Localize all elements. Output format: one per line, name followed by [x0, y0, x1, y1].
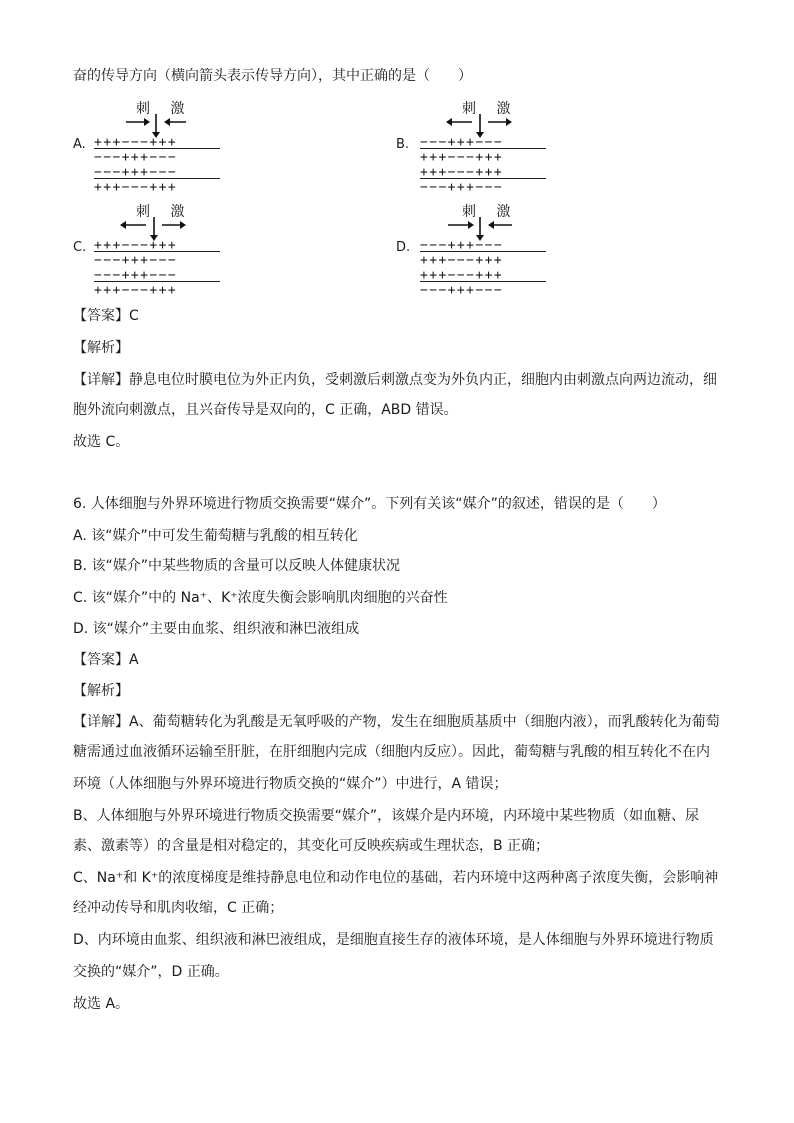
- q6-detail-line: 糖需通过血液循环运输至肝脏，在肝细胞内完成（细胞内反应）。因此，葡萄糖与乳酸的相互转化不在内: [73, 744, 710, 760]
- q6-answer: [73, 650, 139, 670]
- q5-option-b-label: B.: [396, 137, 410, 152]
- q6-option-a: A. 该“媒介”中可发生葡萄糖与乳酸的相互转化: [73, 528, 358, 544]
- membrane-outer-charge-row: −−−+++−−−: [420, 135, 504, 150]
- membrane-inner-charge-row: −−−+++−−−: [94, 268, 178, 283]
- membrane-outer-charge-row: +++−−−+++: [94, 180, 178, 195]
- membrane-inner-charge-row: +++−−−+++: [420, 253, 504, 268]
- membrane-line: [420, 281, 546, 282]
- q5-option-b-diagram: [420, 98, 570, 198]
- q6-detail-line: 【详解】A、葡萄糖转化为乳酸是无氧呼吸的产物，发生在细胞质基质中（细胞内液），而乳酸转化为葡萄: [73, 714, 720, 730]
- q6-analysis-tag: 【解析】: [73, 683, 129, 699]
- q6-detail-line: C、Na⁺和 K⁺的浓度梯度是维持静息电位和动作电位的基础，若内环境中这两种离子浓度失衡，会影响神: [73, 870, 719, 886]
- q6-detail-line: D、内环境由血浆、组织液和淋巴液组成，是细胞直接生存的液体环境，是人体细胞与外界环境进行物质: [73, 932, 714, 948]
- q6-option-b: B. 该“媒介”中某些物质的含量可以反映人体健康状况: [73, 558, 401, 574]
- answer-tag: 【答案】: [73, 652, 129, 668]
- membrane-line: [94, 281, 220, 282]
- q5-stem-tail: 奋的传导方向（横向箭头表示传导方向），其中正确的是（ ）: [73, 68, 472, 84]
- q5-option-d-label: D.: [396, 240, 411, 255]
- membrane-outer-charge-row: −−−+++−−−: [420, 238, 504, 253]
- membrane-inner-charge-row: −−−+++−−−: [94, 253, 178, 268]
- membrane-outer-charge-row: −−−+++−−−: [420, 283, 504, 298]
- membrane-line: [420, 251, 546, 252]
- q6-conclusion: 故选 A。: [73, 996, 130, 1012]
- q5-detail-line: 胞外流向刺激点，且兴奋传导是双向的，C 正确，ABD 错误。: [73, 402, 458, 418]
- membrane-inner-charge-row: +++−−−+++: [420, 165, 504, 180]
- q5-option-d-diagram: [420, 201, 570, 301]
- membrane-line: [94, 251, 220, 252]
- q5-analysis-tag: 【解析】: [73, 340, 129, 356]
- q6-detail-line: 素、激素等）的含量是相对稳定的，其变化可反映疾病或生理状态，B 正确；: [73, 838, 550, 854]
- q5-answer: [73, 306, 139, 326]
- membrane-outer-charge-row: −−−+++−−−: [420, 180, 504, 195]
- q6-option-d: D. 该“媒介”主要由血浆、组织液和淋巴液组成: [73, 621, 360, 637]
- q6-detail-line: 环境（人体细胞与外界环境进行物质交换的“媒介”）中进行，A 错误；: [73, 776, 508, 792]
- membrane-outer-charge-row: +++−−−+++: [94, 135, 178, 150]
- answer-tag: 【答案】: [73, 308, 129, 324]
- stimulus-label: 刺 激: [462, 101, 519, 117]
- membrane-line: [420, 148, 546, 149]
- stimulus-label: 刺 激: [136, 204, 193, 220]
- answer-value: A: [129, 652, 139, 668]
- q5-option-a-label: A.: [73, 137, 86, 152]
- membrane-outer-charge-row: +++−−−+++: [94, 283, 178, 298]
- membrane-line: [94, 178, 220, 179]
- q6-option-c: C. 该“媒介”中的 Na⁺、K⁺浓度失衡会影响肌肉细胞的兴奋性: [73, 590, 448, 606]
- q5-detail-line: 【详解】静息电位时膜电位为外正内负，受刺激后刺激点变为外负内正，细胞内由刺激点向两边流动，细: [73, 372, 717, 388]
- q5-option-c-diagram: [94, 201, 244, 301]
- membrane-outer-charge-row: +++−−−+++: [94, 238, 178, 253]
- stimulus-label: 刺 激: [462, 204, 519, 220]
- q6-detail-line: 经冲动传导和肌肉收缩，C 正确；: [73, 900, 284, 916]
- q6-detail-line: B、人体细胞与外界环境进行物质交换需要“媒介”，该媒介是内环境，内环境中某些物质（如血糖、尿: [73, 808, 700, 824]
- membrane-line: [94, 148, 220, 149]
- q6-stem: 6. 人体细胞与外界环境进行物质交换需要“媒介”。下列有关该“媒介”的叙述，错误的是（ ）: [73, 496, 666, 512]
- q5-option-a-diagram: [94, 98, 244, 198]
- membrane-inner-charge-row: −−−+++−−−: [94, 165, 178, 180]
- membrane-inner-charge-row: +++−−−+++: [420, 150, 504, 165]
- q6-detail-line: 交换的“媒介”，D 正确。: [73, 964, 229, 980]
- membrane-inner-charge-row: −−−+++−−−: [94, 150, 178, 165]
- membrane-inner-charge-row: +++−−−+++: [420, 268, 504, 283]
- q5-option-c-label: C.: [73, 240, 87, 255]
- stimulus-label: 刺 激: [136, 101, 193, 117]
- membrane-line: [420, 178, 546, 179]
- answer-value: C: [129, 308, 139, 324]
- q5-conclusion: 故选 C。: [73, 434, 130, 450]
